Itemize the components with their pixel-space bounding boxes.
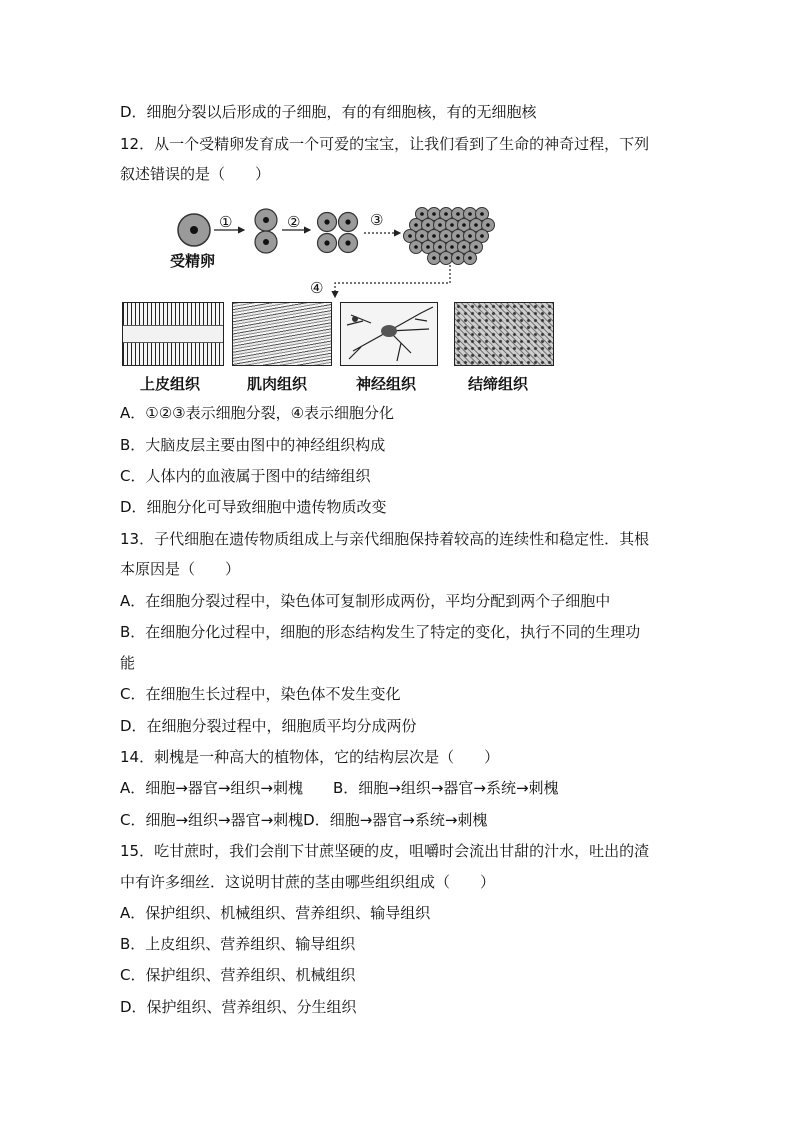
mass-cell-nucleus	[414, 223, 418, 227]
mass-cell-nucleus	[450, 245, 454, 249]
mass-cell-nucleus	[432, 256, 436, 260]
q15-option-a: A．保护组织、机械组织、营养组织、输导组织	[120, 904, 431, 922]
q14-options-cd: C．细胞→组织→器官→刺槐D．细胞→器官→系统→刺槐	[120, 811, 488, 829]
fertilized-egg-label: 受精卵	[170, 252, 216, 270]
mass-cell-nucleus	[474, 223, 478, 227]
q13-option-b-line1: B．在细胞分化过程中，细胞的形态结构发生了特定的变化，执行不同的生理功	[120, 623, 641, 641]
mass-cell-nucleus	[438, 245, 442, 249]
tissue-label-nerve: 神经组织	[356, 375, 417, 393]
muscle-tissue-image	[232, 302, 332, 366]
mass-cell-nucleus	[432, 212, 436, 216]
mass-cell-nucleus	[444, 234, 448, 238]
mass-cell-nucleus	[426, 245, 430, 249]
tissue-label-connective: 结缔组织	[468, 375, 529, 393]
step-4-label: ④	[310, 279, 324, 297]
q13-stem-line2: 本原因是（ ）	[120, 560, 241, 578]
mass-cell-nucleus	[468, 256, 472, 260]
mass-cell-nucleus	[438, 223, 442, 227]
tissue-label-epithelial: 上皮组织	[140, 375, 201, 393]
q13-option-b-line2: 能	[120, 654, 136, 672]
two-cell-stage	[255, 209, 277, 253]
mass-cell-nucleus	[468, 234, 472, 238]
q13-option-d: D．在细胞分裂过程中，细胞质平均分成两份	[120, 717, 417, 735]
q15-stem-line1: 15．吃甘蔗时，我们会削下甘蔗坚硬的皮，咀嚼时会流出甘甜的汁水，吐出的渣	[120, 842, 650, 860]
epithelial-tissue-image	[122, 302, 224, 366]
q15-option-d: D．保护组织、营养组织、分生组织	[120, 998, 357, 1016]
mass-cell-nucleus	[474, 245, 478, 249]
fertilized-egg-cell	[178, 214, 210, 246]
q13-option-a: A．在细胞分裂过程中，染色体可复制形成两份，平均分配到两个子细胞中	[120, 592, 611, 610]
mass-cell-nucleus	[468, 212, 472, 216]
mass-cell-nucleus	[456, 256, 460, 260]
q12-option-d: D．细胞分化可导致细胞中遗传物质改变	[120, 498, 387, 516]
mass-cell-nucleus	[408, 234, 412, 238]
mass-cell-nucleus	[444, 212, 448, 216]
q12-option-a: A．①②③表示细胞分裂，④表示细胞分化	[120, 404, 395, 422]
mass-cell-nucleus	[420, 212, 424, 216]
mass-cell-nucleus	[456, 212, 460, 216]
four-cell-stage	[318, 213, 358, 253]
q13-option-c: C．在细胞生长过程中，染色体不发生变化	[120, 685, 401, 703]
mass-cell-nucleus	[432, 234, 436, 238]
connective-tissue-image	[454, 302, 554, 366]
q14-options-ab: A．细胞→器官→组织→刺槐 B．细胞→组织→器官→系统→刺槐	[120, 779, 559, 797]
q15-option-c: C．保护组织、营养组织、机械组织	[120, 966, 356, 984]
mass-cell-nucleus	[480, 234, 484, 238]
cell-development-figure	[120, 205, 560, 397]
mass-cell-nucleus	[426, 223, 430, 227]
tissue-label-muscle: 肌肉组织	[247, 375, 308, 393]
nerve-tissue-image	[340, 302, 438, 366]
q15-option-b: B．上皮组织、营养组织、输导组织	[120, 935, 356, 953]
q14-stem: 14．刺槐是一种高大的植物体，它的结构层次是（ ）	[120, 748, 500, 766]
mass-cell-nucleus	[450, 223, 454, 227]
step-2-label: ②	[287, 213, 301, 231]
mass-cell-nucleus	[414, 245, 418, 249]
arrow-4	[335, 265, 450, 297]
cell-mass	[404, 208, 495, 265]
q11-option-d: D．细胞分裂以后形成的子细胞，有的有细胞核，有的无细胞核	[120, 103, 537, 121]
mass-cell-nucleus	[456, 234, 460, 238]
step-3-label: ③	[370, 211, 384, 229]
q12-stem-line2: 叙述错误的是（ ）	[120, 165, 271, 183]
mass-cell-nucleus	[462, 223, 466, 227]
q13-stem-line1: 13．子代细胞在遗传物质组成上与亲代细胞保持着较高的连续性和稳定性．其根	[120, 530, 650, 548]
mass-cell-nucleus	[444, 256, 448, 260]
step-1-label: ①	[219, 213, 233, 231]
mass-cell-nucleus	[486, 223, 490, 227]
mass-cell-nucleus	[420, 234, 424, 238]
q12-option-c: C．人体内的血液属于图中的结缔组织	[120, 467, 371, 485]
mass-cell-nucleus	[462, 245, 466, 249]
q12-stem-line1: 12．从一个受精卵发育成一个可爱的宝宝，让我们看到了生命的神奇过程，下列	[120, 135, 650, 153]
q12-option-b: B．大脑皮层主要由图中的神经组织构成	[120, 436, 386, 454]
q15-stem-line2: 中有许多细丝．这说明甘蔗的茎由哪些组织组成（ ）	[120, 873, 496, 891]
mass-cell-nucleus	[480, 212, 484, 216]
